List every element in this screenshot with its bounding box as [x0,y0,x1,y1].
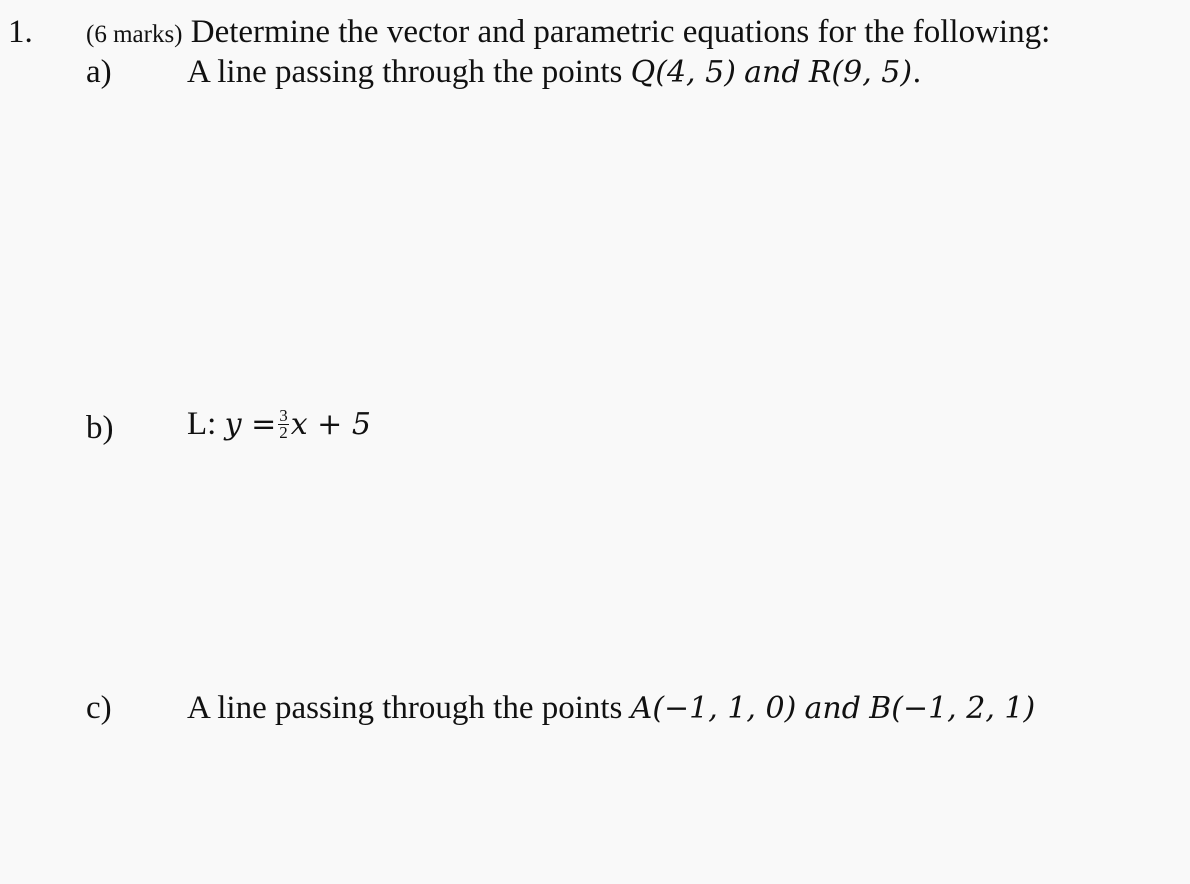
period: . [912,55,922,90]
conjunction-and: and [804,691,861,726]
point-r: R(9, 5) [808,55,913,90]
question-prompt: Determine the vector and parametric equations for the following: [190,14,1051,50]
line-name: L: [187,406,217,442]
part-c-description: A line passing through the points [187,690,623,726]
point-q: Q(4, 5) [630,55,736,90]
part-a-description: A line passing through the points [187,54,623,90]
point-a: A(−1, 1, 0) [630,691,797,726]
question-number: 1. [8,14,33,50]
part-c-text [187,690,1035,727]
conjunction-and: and [744,55,801,90]
part-c-label: c) [86,690,112,726]
fraction-numerator: 3 [279,405,288,425]
slope-fraction [278,405,289,442]
equation-rhs: x + 5 [290,407,371,442]
question-header [86,14,1050,51]
equation-lhs: y = [224,407,277,442]
part-a-text [187,54,922,91]
part-b-label: b) [86,410,114,446]
marks-label: (6 marks) [86,21,183,48]
fraction-denominator: 2 [279,422,288,442]
part-a-label: a) [86,54,112,90]
point-b: B(−1, 2, 1) [869,691,1036,726]
part-b-equation [187,406,371,443]
